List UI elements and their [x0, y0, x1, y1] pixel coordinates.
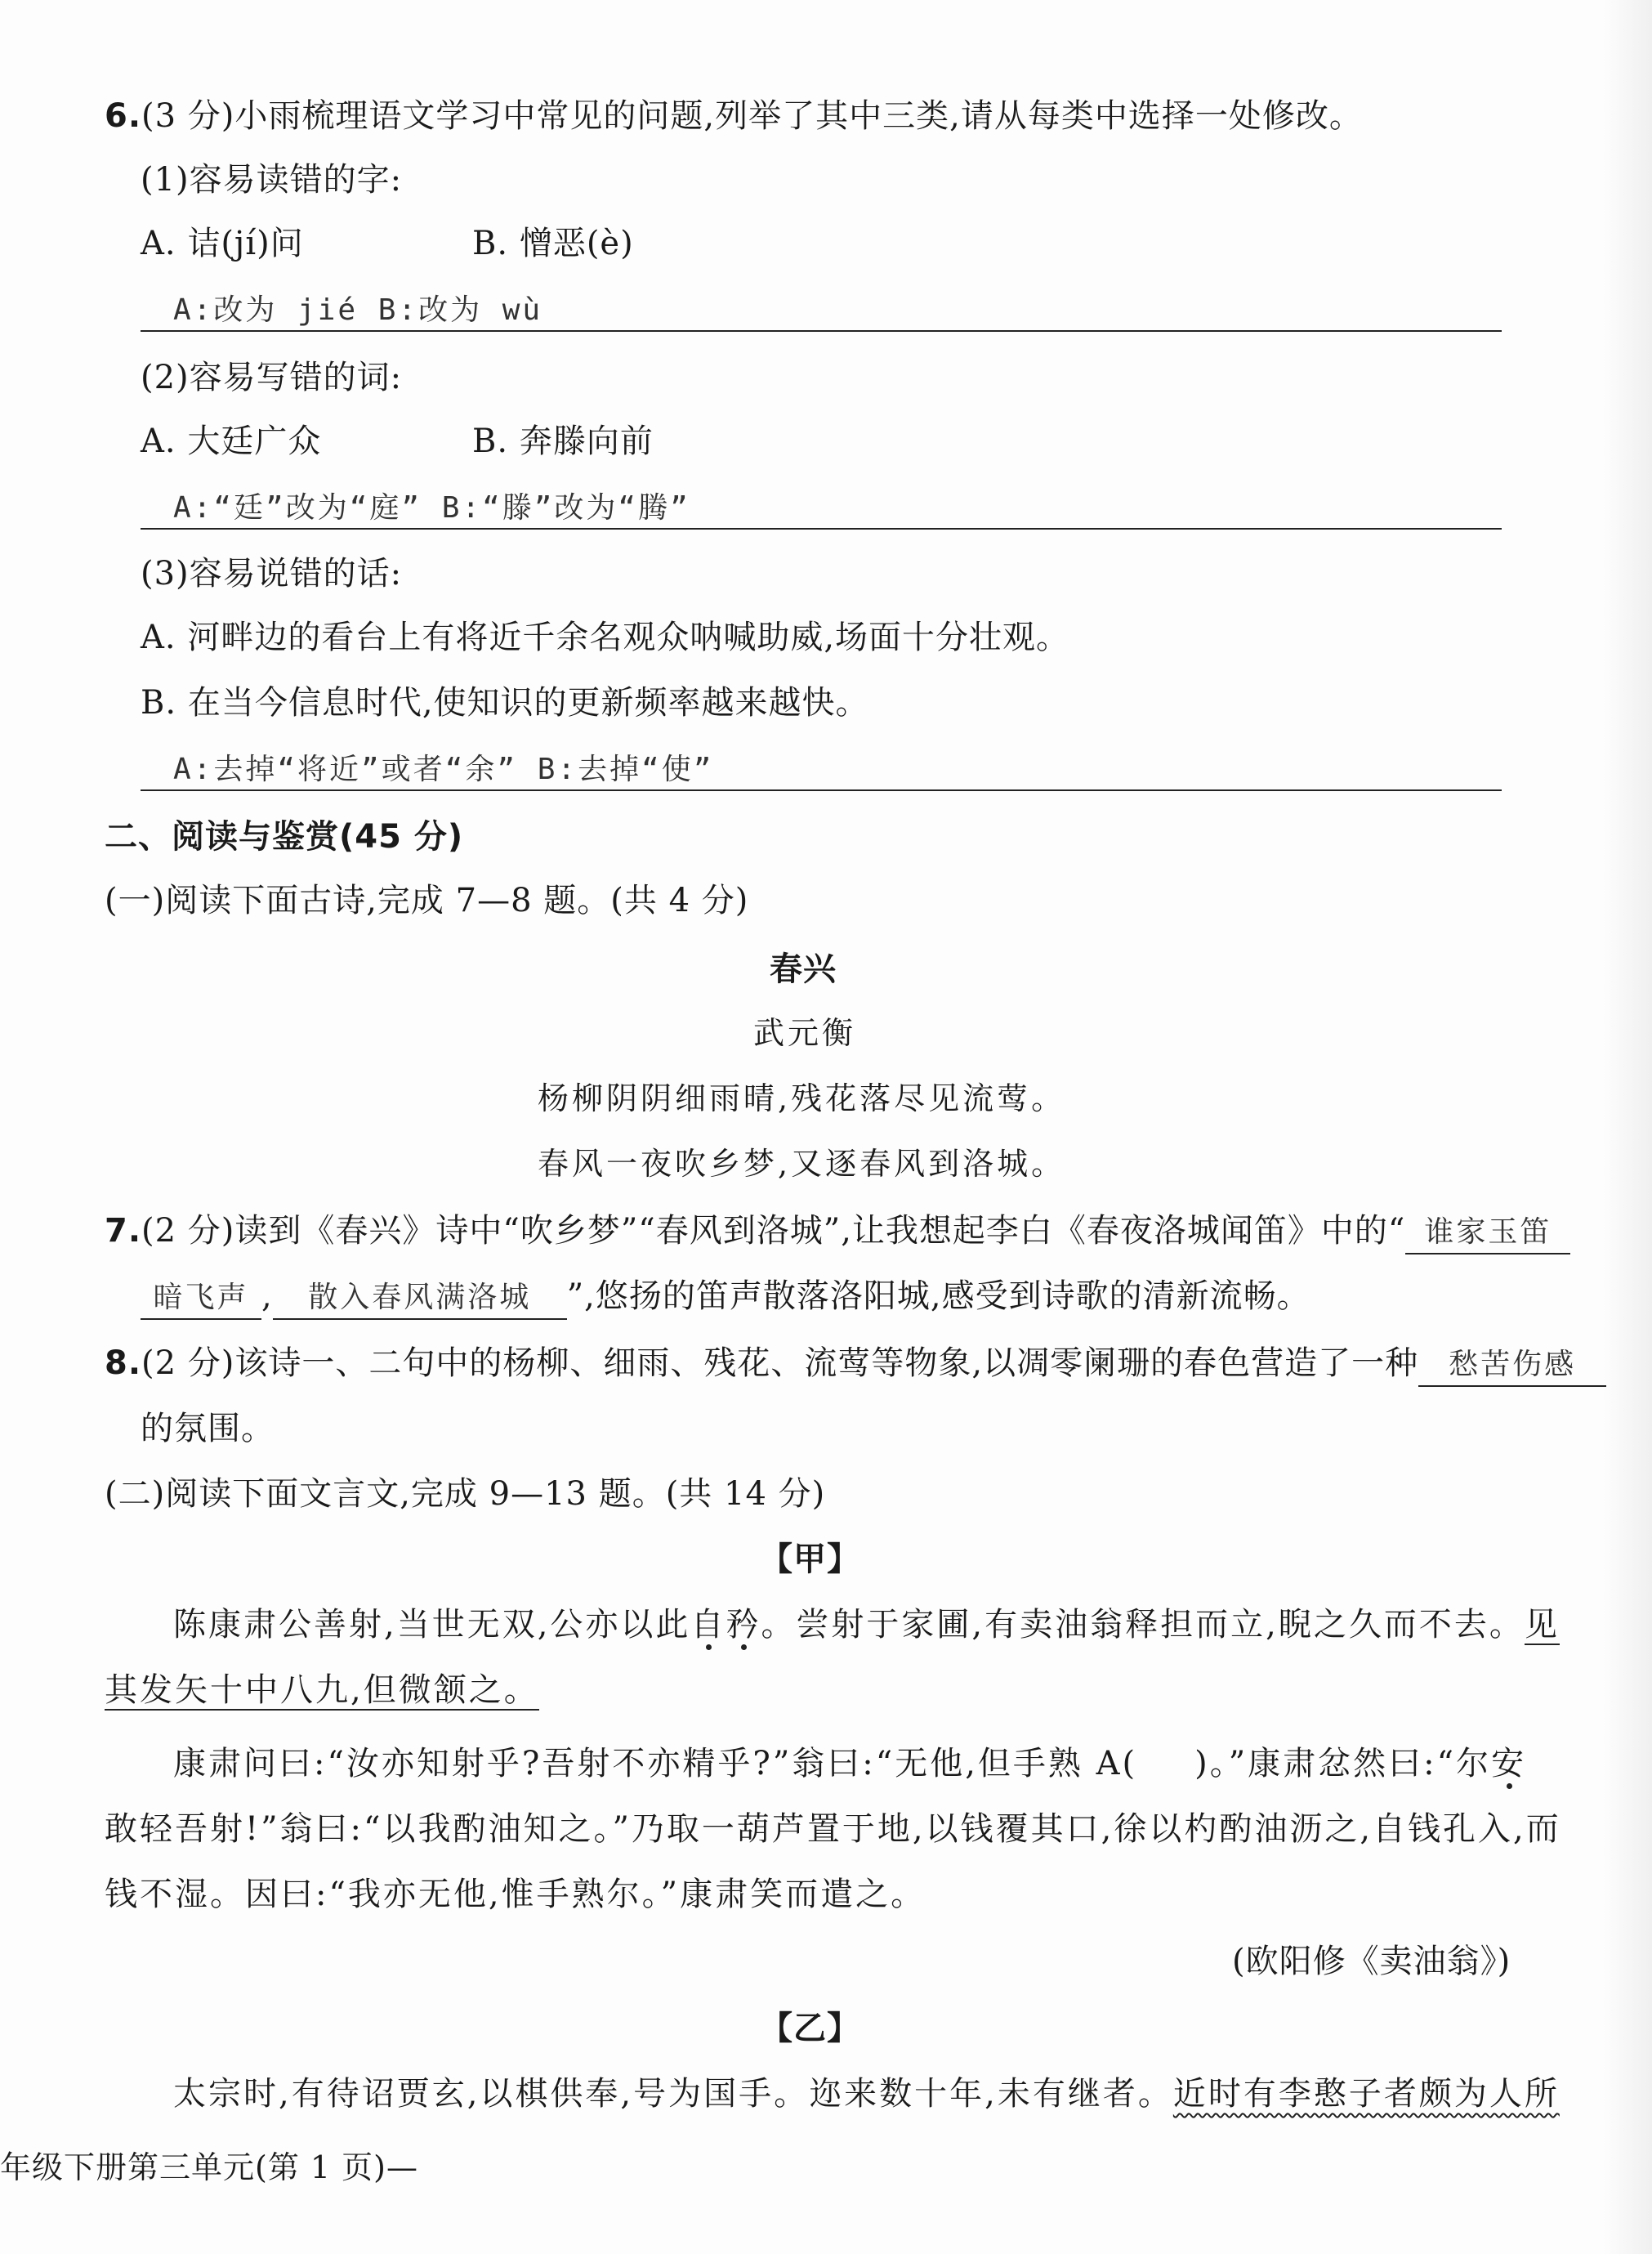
q6-part3-answer[interactable]: A:去掉“将近”或者“余” B:去掉“使” [173, 753, 714, 786]
jia-p2-line-3: 钱不湿。因曰:“我亦无他,惟手熟尔。”康肃笑而遣之。 [105, 1876, 926, 1913]
q6-part1-option-b: B. 憎恶(è) [472, 225, 634, 262]
q7-line-1 [105, 1208, 1570, 1254]
q6-part1-option-a: A. 诘(jí)问 [141, 225, 304, 262]
q6-part2-answer-line [141, 528, 1502, 530]
page-edge-shadow [1603, 0, 1652, 2254]
q7-number: 7. [105, 1212, 142, 1250]
q6-stem-text: (3 分)小雨梳理语文学习中常见的问题,列举了其中三类,请从每类中选择一处修改。 [141, 97, 1363, 135]
q8-line-1 [105, 1340, 1606, 1387]
yi-wavy-underlined: 近时有李憨子者颇为人所 [1172, 2075, 1560, 2113]
q6-part3-option-b: B. 在当今信息时代,使知识的更新频率越来越快。 [141, 684, 869, 722]
q7-text-c: ”,悠扬的笛声散落洛阳城,感受到诗歌的清新流畅。 [566, 1277, 1310, 1315]
jia-p1-text-a: 陈康肃公善射,当世无双,公亦以此 [173, 1606, 691, 1644]
q7-blank-2[interactable]: 散入春风满洛城 [273, 1277, 567, 1320]
q6-part2-title: (2)容易写错的词: [141, 359, 403, 396]
section2-part1-intro: (一)阅读下面古诗,完成 7—8 题。(共 4 分) [105, 882, 749, 919]
q6-number: 6. [105, 97, 142, 135]
q6-part3-option-a: A. 河畔边的看台上有将近千余名观众呐喊助威,场面十分壮观。 [141, 619, 1070, 656]
section2-title: 二、阅读与鉴赏(45 分) [105, 818, 464, 856]
q6-part3-answer-line [141, 789, 1502, 791]
q6-part2-answer[interactable]: A:“廷”改为“庭” B:“滕”改为“腾” [173, 491, 690, 525]
jia-label: 【甲】 [760, 1541, 860, 1578]
q6-part2-option-b: B. 奔滕向前 [472, 423, 654, 460]
q7-blank-1b[interactable]: 暗飞声 [141, 1277, 261, 1320]
jia-dotted-char-1: 自 [690, 1606, 726, 1644]
q7-text-a: (2 分)读到《春兴》诗中“吹乡梦”“春风到洛城”,让我想起李白《春夜洛城闻笛》中的“ [141, 1212, 1406, 1250]
jia-underlined-start: 见 [1524, 1606, 1560, 1644]
jia-p2-line-1 [173, 1741, 1526, 1787]
jia-underlined-sentence: 其发矢十中八九,但微颔之。 [105, 1671, 539, 1709]
q6-part3-title: (3)容易说错的话: [141, 555, 403, 593]
part2-intro: (二)阅读下面文言文,完成 9—13 题。(共 14 分) [105, 1475, 826, 1513]
jia-p2-text-a: 康肃问曰:“汝亦知射乎?吾射不亦精乎?”翁曰:“无他,但手熟 A( [173, 1745, 1138, 1782]
yi-p1-text: 太宗时,有待诏贾玄,以棋供奉,号为国手。迩来数十年,未有继者。 [173, 2075, 1173, 2113]
jia-p1-text-b: 。尝射于家圃,有卖油翁释担而立,睨之久而不去。 [761, 1606, 1525, 1644]
jia-source: (欧阳修《卖油翁》) [1232, 1943, 1511, 1980]
yi-p1-line-1 [173, 2071, 1560, 2117]
page-footer: 年级下册第三单元(第 1 页)— [0, 2149, 418, 2185]
q6-part2-option-a: A. 大廷广众 [141, 423, 322, 460]
jia-p2-text-b: )。”康肃忿然曰:“尔 [1194, 1745, 1492, 1782]
poem-line-1: 杨柳阴阴细雨晴,残花落尽见流莺。 [538, 1080, 1066, 1116]
jia-dotted-char-2: 矜 [726, 1606, 761, 1644]
poem-title: 春兴 [770, 950, 837, 988]
q8-text-a: (2 分)该诗一、二句中的杨柳、细雨、残花、流莺等物象,以凋零阑珊的春色营造了一种 [141, 1344, 1419, 1382]
jia-p1-line-2 [105, 1667, 539, 1713]
poem-author: 武元衡 [753, 1015, 857, 1051]
jia-p2-line-2: 敢轻吾射!”翁曰:“以我酌油知之。”乃取一葫芦置于地,以钱覆其口,徐以杓酌油沥之,自钱孔入,而 [105, 1810, 1561, 1848]
q7-text-b: , [261, 1277, 273, 1315]
poem-line-2: 春风一夜吹乡梦,又逐春风到洛城。 [538, 1146, 1066, 1182]
q6-part1-answer[interactable]: A:改为 jié B:改为 wù [173, 293, 543, 327]
q6-part1-answer-line [141, 330, 1502, 332]
q8-blank[interactable]: 愁苦伤感 [1418, 1344, 1606, 1387]
q7-line-2 [141, 1273, 1310, 1320]
q6-stem [105, 93, 1363, 139]
jia-dotted-char-an: 安 [1491, 1745, 1527, 1782]
q8-text-b: 的氛围。 [141, 1410, 275, 1447]
yi-label: 【乙】 [760, 2010, 860, 2047]
q8-number: 8. [105, 1344, 142, 1382]
q6-part1-title: (1)容易读错的字: [141, 161, 403, 199]
q7-blank-1a[interactable]: 谁家玉笛 [1405, 1212, 1570, 1254]
jia-p1-line-1 [173, 1602, 1560, 1648]
